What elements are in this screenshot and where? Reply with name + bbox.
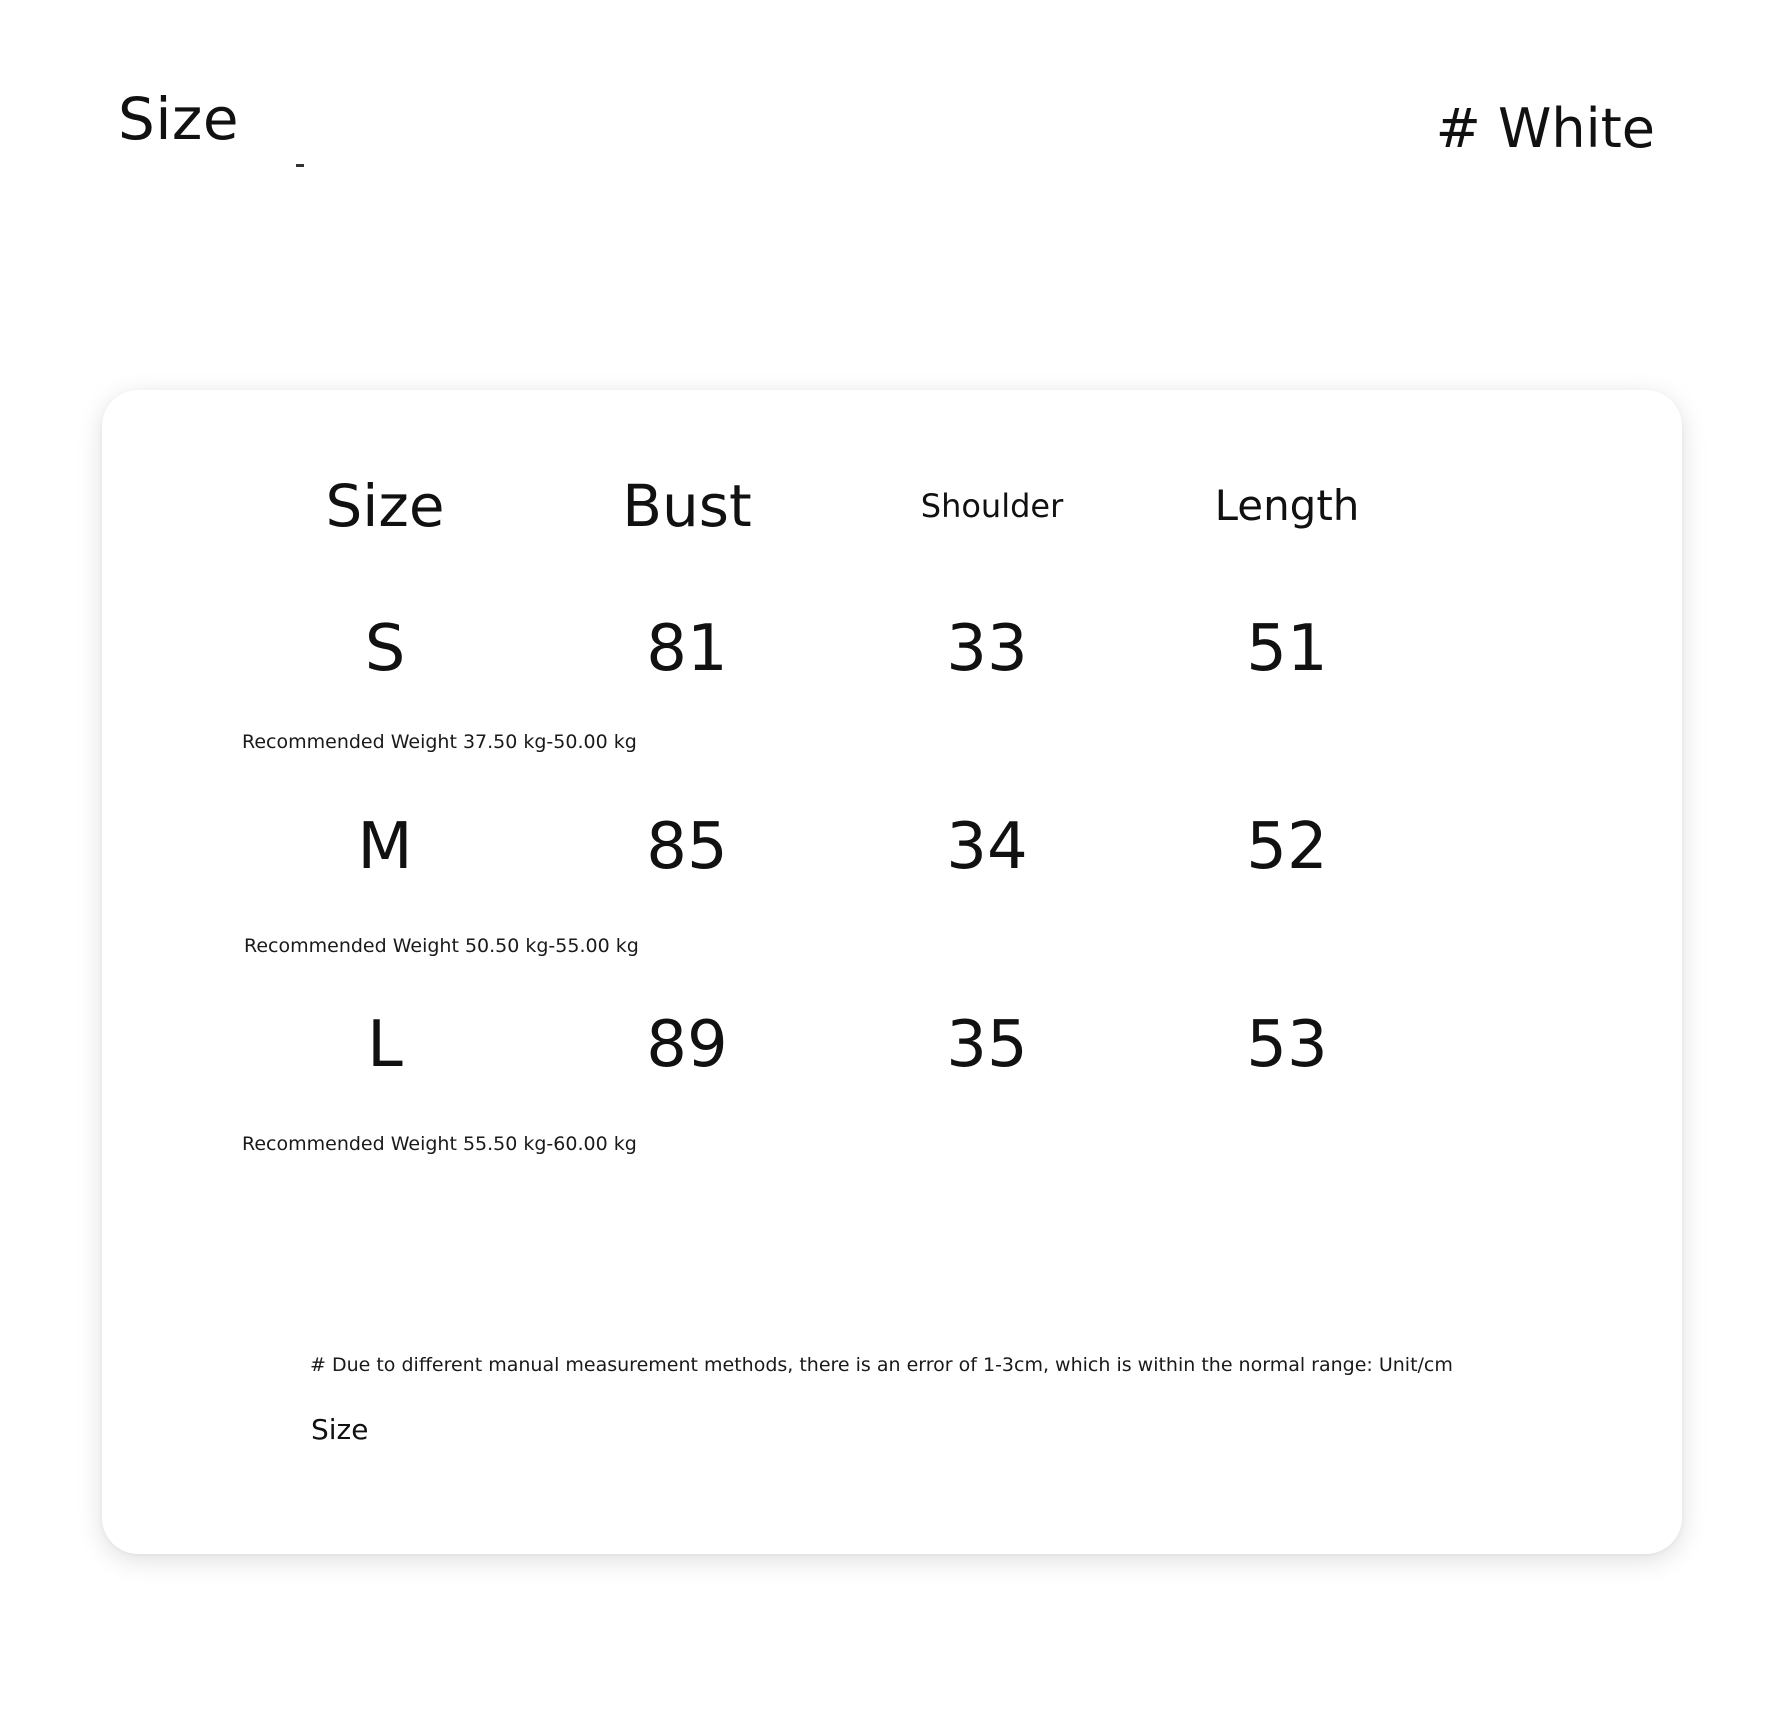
size-chart-card: [102, 390, 1682, 1554]
color-label: # White: [1435, 97, 1655, 160]
footer-size-label: Size: [311, 1413, 369, 1446]
length-cell: 53: [1246, 1008, 1328, 1082]
recommended-weight: Recommended Weight 50.50 kg-55.00 kg: [244, 935, 639, 957]
bust-cell: 81: [646, 612, 728, 686]
column-header-bust: Bust: [622, 472, 752, 540]
column-header-shoulder: Shoulder: [920, 487, 1064, 525]
recommended-weight: Recommended Weight 37.50 kg-50.00 kg: [242, 731, 637, 753]
length-cell: 52: [1246, 810, 1328, 884]
bust-cell: 85: [646, 810, 728, 884]
recommended-weight: Recommended Weight 55.50 kg-60.00 kg: [242, 1133, 637, 1155]
column-header-size: Size: [325, 472, 445, 540]
column-header-length: Length: [1214, 481, 1360, 530]
size-cell: M: [357, 810, 413, 884]
shoulder-cell: 33: [946, 612, 1028, 686]
size-cell: S: [364, 612, 406, 686]
shoulder-cell: 34: [946, 810, 1028, 884]
shoulder-cell: 35: [946, 1008, 1028, 1082]
bust-cell: 89: [646, 1008, 728, 1082]
size-cell: L: [367, 1008, 403, 1082]
length-cell: 51: [1246, 612, 1328, 686]
page-title: Size: [118, 85, 240, 153]
title-underline-mark: [296, 164, 304, 167]
measurement-note: # Due to different manual measurement methods, there is an error of 1-3cm, which is within the normal range: Unit/cm: [310, 1354, 1453, 1376]
